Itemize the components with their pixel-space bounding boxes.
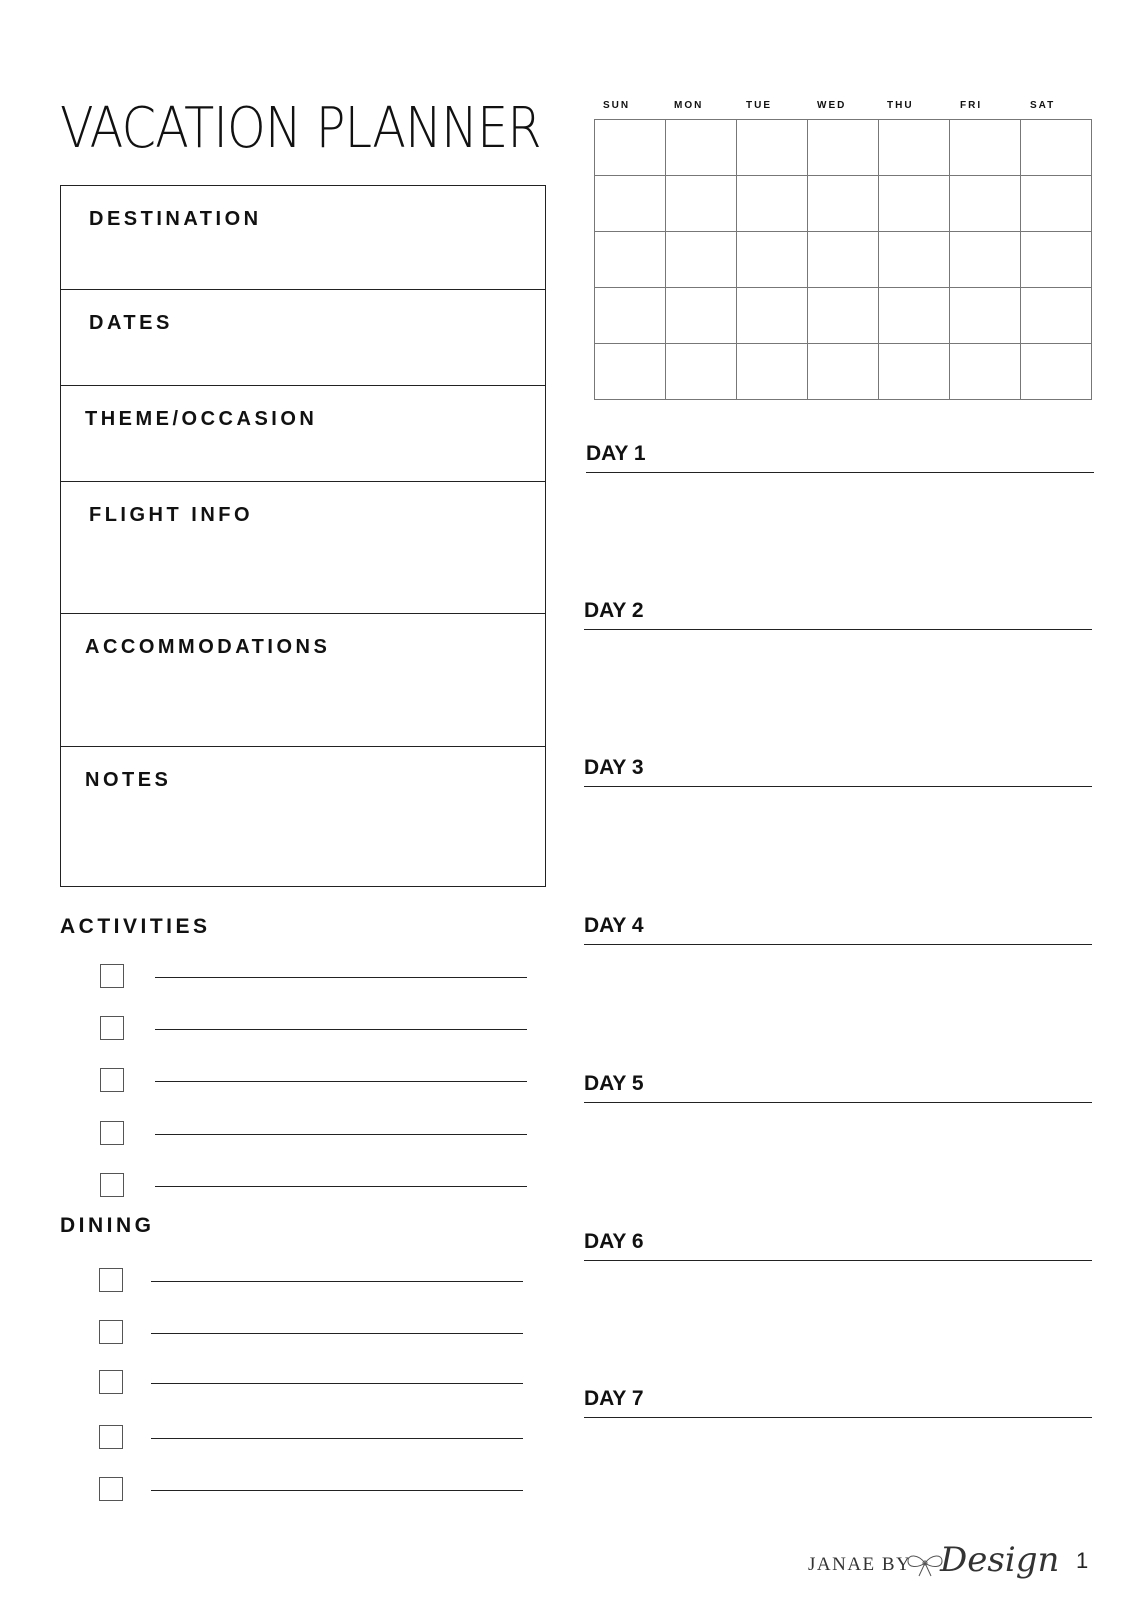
calendar-cell[interactable]	[595, 288, 666, 344]
destination-label: DESTINATION	[89, 208, 262, 230]
day-4-label: DAY 4	[584, 914, 644, 937]
calendar-cell[interactable]	[950, 288, 1021, 344]
day-7-label: DAY 7	[584, 1387, 644, 1410]
day-2-section	[584, 599, 1092, 633]
calendar-cell[interactable]	[595, 120, 666, 176]
day-7-line[interactable]	[584, 1417, 1092, 1418]
day-4-line[interactable]	[584, 944, 1092, 945]
day-5-label: DAY 5	[584, 1072, 644, 1095]
calendar-cell[interactable]	[950, 120, 1021, 176]
calendar-cell[interactable]	[1021, 344, 1092, 400]
calendar-cell[interactable]	[666, 120, 737, 176]
dining-checkbox[interactable]	[99, 1477, 123, 1501]
calendar-cell[interactable]	[808, 288, 879, 344]
weekday-wed: WED	[817, 100, 847, 111]
activity-item	[100, 964, 530, 990]
activity-checkbox[interactable]	[100, 1173, 124, 1197]
dining-line[interactable]	[151, 1490, 523, 1491]
dining-checkbox[interactable]	[99, 1320, 123, 1344]
activity-item	[100, 1121, 530, 1147]
day-3-line[interactable]	[584, 786, 1092, 787]
dates-label: DATES	[89, 312, 173, 334]
activity-line[interactable]	[155, 977, 527, 978]
calendar-cell[interactable]	[595, 344, 666, 400]
activity-checkbox[interactable]	[100, 1016, 124, 1040]
day-1-section	[586, 442, 1094, 476]
day-6-section	[584, 1230, 1092, 1264]
activities-heading: ACTIVITIES	[60, 915, 211, 938]
calendar-cell[interactable]	[879, 232, 950, 288]
dates-field[interactable]	[61, 290, 545, 386]
dining-item	[99, 1370, 529, 1396]
dining-item	[99, 1477, 529, 1503]
flight-info-label: FLIGHT INFO	[89, 504, 254, 526]
notes-label: NOTES	[85, 769, 172, 791]
weekday-sun: SUN	[603, 100, 631, 111]
calendar-cell[interactable]	[950, 232, 1021, 288]
calendar-cell[interactable]	[808, 176, 879, 232]
calendar-cell[interactable]	[1021, 176, 1092, 232]
calendar-cell[interactable]	[950, 176, 1021, 232]
day-6-label: DAY 6	[584, 1230, 644, 1253]
dining-item	[99, 1320, 529, 1346]
dining-heading: DINING	[60, 1214, 155, 1237]
activity-line[interactable]	[155, 1134, 527, 1135]
brand-logo	[808, 1540, 1060, 1584]
weekday-fri: FRI	[960, 100, 983, 111]
activity-line[interactable]	[155, 1186, 527, 1187]
accommodations-label: ACCOMMODATIONS	[85, 636, 331, 658]
activity-item	[100, 1173, 530, 1199]
day-1-label: DAY 1	[586, 442, 646, 465]
dining-line[interactable]	[151, 1438, 523, 1439]
dining-checkbox[interactable]	[99, 1425, 123, 1449]
dining-item	[99, 1425, 529, 1451]
dining-line[interactable]	[151, 1383, 523, 1384]
calendar-cell[interactable]	[737, 176, 808, 232]
calendar-cell[interactable]	[666, 232, 737, 288]
day-5-section	[584, 1072, 1092, 1106]
activity-line[interactable]	[155, 1081, 527, 1082]
trip-info-box	[60, 185, 546, 887]
calendar-cell[interactable]	[737, 288, 808, 344]
activity-line[interactable]	[155, 1029, 527, 1030]
day-2-label: DAY 2	[584, 599, 644, 622]
calendar-cell[interactable]	[595, 232, 666, 288]
calendar-cell[interactable]	[666, 344, 737, 400]
calendar-cell[interactable]	[879, 288, 950, 344]
weekday-tue: TUE	[746, 100, 772, 111]
calendar-cell[interactable]	[666, 288, 737, 344]
dining-line[interactable]	[151, 1333, 523, 1334]
calendar-cell[interactable]	[737, 120, 808, 176]
day-6-line[interactable]	[584, 1260, 1092, 1261]
calendar-cell[interactable]	[808, 344, 879, 400]
brand-prefix: JANAE BY	[808, 1554, 912, 1575]
dining-item	[99, 1268, 529, 1294]
brand-script: Design	[940, 1540, 1060, 1580]
calendar-grid	[594, 119, 1092, 400]
calendar-cell[interactable]	[1021, 232, 1092, 288]
calendar-cell[interactable]	[737, 232, 808, 288]
page-number: 1	[1076, 1548, 1089, 1573]
day-4-section	[584, 914, 1092, 948]
accommodations-field[interactable]	[61, 614, 545, 747]
calendar-cell[interactable]	[737, 344, 808, 400]
weekday-thu: THU	[887, 100, 914, 111]
calendar-cell[interactable]	[879, 120, 950, 176]
calendar-cell[interactable]	[595, 176, 666, 232]
calendar-cell[interactable]	[1021, 120, 1092, 176]
calendar-cell[interactable]	[666, 176, 737, 232]
activity-item	[100, 1016, 530, 1042]
dining-checkbox[interactable]	[99, 1268, 123, 1292]
day-3-label: DAY 3	[584, 756, 644, 779]
activity-checkbox[interactable]	[100, 964, 124, 988]
activity-checkbox[interactable]	[100, 1121, 124, 1145]
activity-checkbox[interactable]	[100, 1068, 124, 1092]
weekday-sat: SAT	[1030, 100, 1056, 111]
theme-occasion-field[interactable]	[61, 386, 545, 482]
calendar-cell[interactable]	[879, 176, 950, 232]
day-5-line[interactable]	[584, 1102, 1092, 1103]
day-1-line[interactable]	[586, 472, 1094, 473]
flight-info-field[interactable]	[61, 482, 545, 614]
calendar-cell[interactable]	[1021, 288, 1092, 344]
calendar-cell[interactable]	[879, 344, 950, 400]
destination-field[interactable]	[61, 186, 545, 290]
day-3-section	[584, 756, 1092, 790]
activity-item	[100, 1068, 530, 1094]
calendar-cell[interactable]	[808, 120, 879, 176]
day-7-section	[584, 1387, 1092, 1421]
calendar-cell[interactable]	[808, 232, 879, 288]
dining-checkbox[interactable]	[99, 1370, 123, 1394]
weekday-mon: MON	[674, 100, 704, 111]
dining-line[interactable]	[151, 1281, 523, 1282]
calendar-cell[interactable]	[950, 344, 1021, 400]
day-2-line[interactable]	[584, 629, 1092, 630]
theme-occasion-label: THEME/OCCASION	[85, 408, 318, 430]
notes-field[interactable]	[61, 747, 545, 886]
page-title: VACATION PLANNER	[60, 96, 541, 161]
